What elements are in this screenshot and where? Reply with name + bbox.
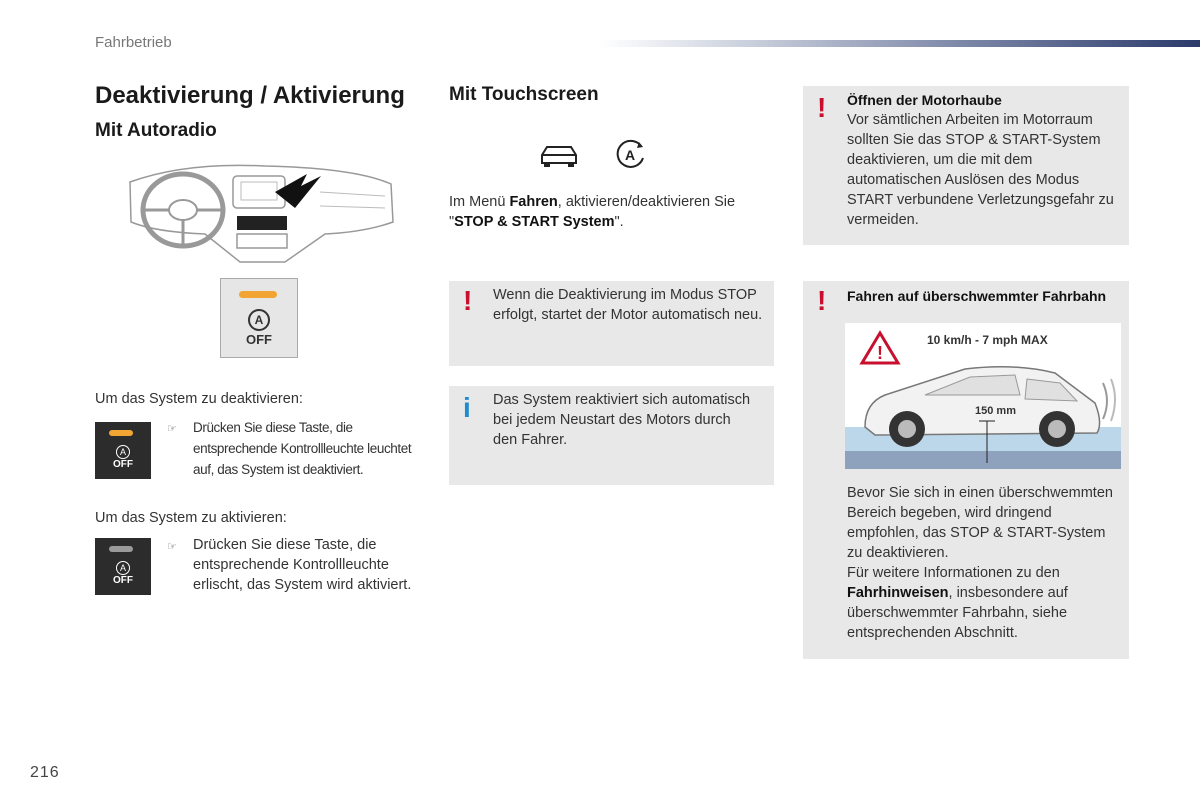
- off-panel-illustration: [220, 278, 298, 358]
- hood-text: Vor sämtlichen Arbeiten im Motorraum sollten Sie das STOP & START-System deaktivieren, um die mit dem automatischen Auslösen des Modus START verbundene Verletzungsgefahr zu vermeiden.: [847, 112, 1114, 228]
- svg-text:A: A: [624, 147, 636, 163]
- info-text: Das System reaktiviert sich automatisch bei jedem Neustart des Motors durch den Fahrer.: [493, 392, 751, 448]
- section-header: Fahrbetrieb: [95, 34, 172, 51]
- flood-text: Bevor Sie sich in einen überschwemmten Bereich begeben, wird dringend empfohlen, das STOP & START-System zu deaktivieren. Für weitere Informationen zu den Fahrhinweisen, insbesondere auf überschwemmter Fahrbahn, siehe entsprechenden Abschnitt.: [847, 485, 1113, 641]
- off-label: OFF: [246, 332, 272, 347]
- warning-icon: !: [463, 285, 473, 316]
- subtitle-autoradio: Mit Autoradio: [95, 120, 217, 141]
- car-driving-icon: [538, 143, 580, 169]
- auto-start-icon: [613, 138, 647, 172]
- warning-icon: !: [817, 285, 827, 316]
- stop-start-button-on: [95, 422, 151, 479]
- subtitle-touchscreen: Mit Touchscreen: [449, 84, 599, 105]
- flood-illustration: [845, 323, 1121, 469]
- indicator-led: [239, 291, 277, 298]
- dashboard-illustration: [125, 162, 397, 272]
- led-on: [109, 430, 133, 436]
- info-icon: i: [463, 392, 471, 423]
- deactivate-intro: Um das System zu deaktivieren:: [95, 391, 303, 407]
- warning-box-stop-mode: [449, 281, 774, 366]
- warning-box-hood: [803, 86, 1129, 245]
- warning-text: Wenn die Deaktivierung im Modus STOP erfolgt, startet der Motor automatisch neu.: [493, 287, 763, 323]
- water-depth-label: 150 mm: [975, 405, 1016, 417]
- svg-text:!: !: [877, 343, 883, 363]
- off-label: OFF: [113, 459, 133, 470]
- speed-limit-label: 10 km/h - 7 mph MAX: [927, 333, 1048, 347]
- activate-intro: Um das System zu aktivieren:: [95, 510, 287, 526]
- hand-pointer-icon: ☞: [167, 541, 177, 553]
- hand-pointer-icon: ☞: [167, 423, 177, 435]
- activate-step: Drücken Sie diese Taste, die entsprechende Kontrollleuchte erlischt, das System wird aktiviert.: [193, 537, 412, 593]
- hood-title: Öffnen der Motorhaube: [847, 92, 1002, 108]
- deactivate-step: Drücken Sie diese Taste, die entsprechende Kontrollleuchte leuchtet auf, das System ist deaktiviert.: [193, 420, 412, 477]
- off-label: OFF: [113, 575, 133, 586]
- warning-box-flood: [803, 281, 1129, 659]
- auto-start-icon: A: [221, 309, 297, 331]
- auto-start-icon: A: [95, 442, 151, 460]
- stop-start-button-off: [95, 538, 151, 595]
- page-title: Deaktivierung / Aktivierung: [95, 82, 405, 109]
- warning-icon: !: [817, 92, 827, 123]
- led-off: [109, 546, 133, 552]
- page-number: 216: [30, 764, 60, 781]
- touchscreen-instruction: Im Menü Fahren, aktivieren/deaktivieren Sie "STOP & START System".: [449, 194, 736, 230]
- info-box-reactivation: [449, 386, 774, 485]
- header-gradient-bar: [600, 40, 1200, 47]
- flood-title: Fahren auf überschwemmter Fahrbahn: [847, 288, 1107, 304]
- auto-start-icon: A: [95, 558, 151, 576]
